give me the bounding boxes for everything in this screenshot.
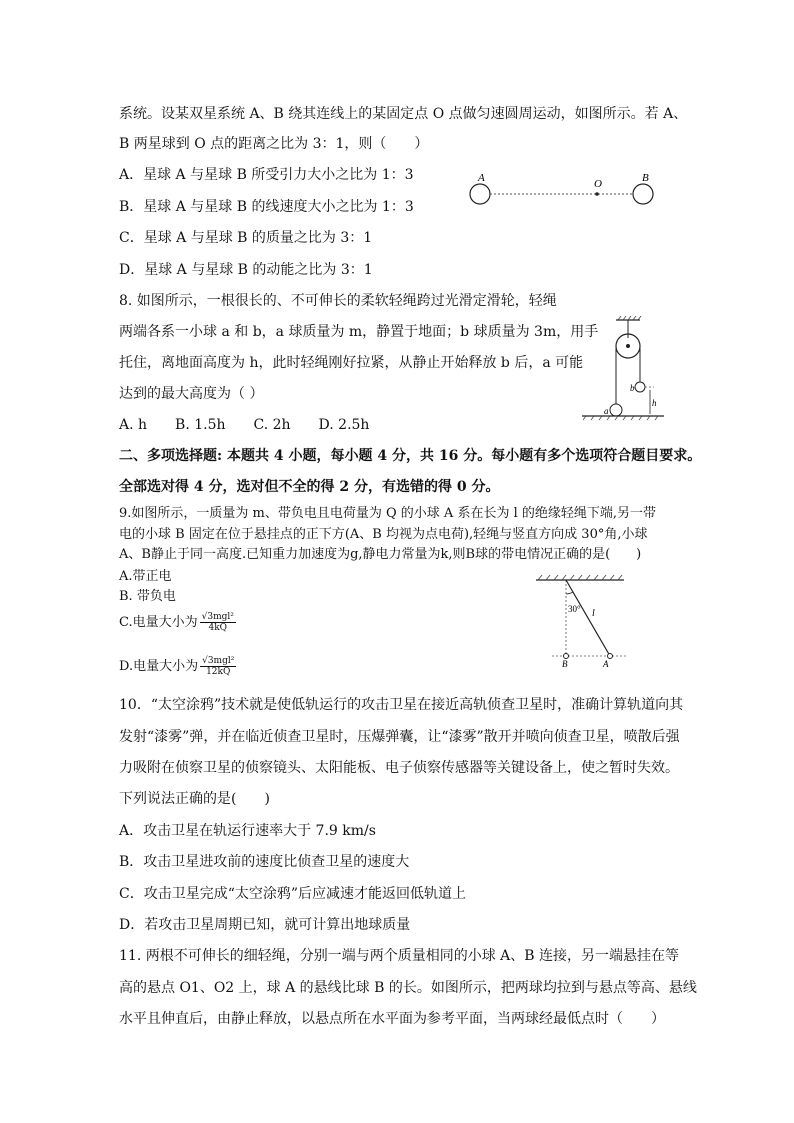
ceiling-hatching (538, 575, 622, 580)
q7-option-a: A．星球 A 与星球 B 所受引力大小之比为 1：3 (119, 167, 414, 183)
q10-stem-line-2: 发射“漆雾”弹，并在临近侦查卫星时，压爆弹囊，让“漆雾”散开并喷向侦查卫星，喷散后强 (119, 729, 680, 745)
label-h: h (652, 398, 657, 408)
string-l (566, 580, 610, 656)
q9-option-c-fraction (200, 612, 236, 633)
q9-option-d-prefix: D.电量大小为 (119, 659, 199, 674)
ceiling-hatching (618, 316, 641, 320)
q9-option-b: B. 带负电 (119, 589, 176, 604)
q8-stem-line-1: 8. 如图所示，一根很长的、不可伸长的柔软轻绳跨过光滑定滑轮，轻绳 (119, 293, 557, 309)
q10-stem-line-3: 力吸附在侦察卫星的侦察镜头、太阳能板、电子侦察传感器等关键设备上，使之暂时失效。 (119, 760, 679, 776)
q9-option-a: A.带正电 (119, 569, 172, 584)
q7-option-b: B．星球 A 与星球 B 的线速度大小之比为 1：3 (119, 199, 414, 215)
q11-stem-line-2: 高的悬点 O1、O2 上，球 A 的悬线比球 B 的长。如图所示，把两球均拉到与悬点等高、悬线 (119, 980, 697, 996)
q9-option-d (119, 656, 236, 677)
label-b: B (562, 659, 568, 668)
charged-balls-figure (532, 572, 632, 668)
q9-option-c (119, 612, 236, 633)
star-a-circle (470, 184, 490, 204)
ball-a (610, 404, 622, 416)
label-a-ball: a (604, 406, 609, 416)
label-l: l (592, 608, 595, 619)
pulley-figure (578, 316, 668, 426)
label-a: A (603, 659, 609, 668)
ball-a (608, 654, 613, 659)
q9-stem-line-2: 电的小球 B 固定在位于悬挂点的正下方(A、B 均视为点电荷),轻绳与竖直方向成 30°角,小球 (119, 527, 648, 542)
q9-option-d-denominator: 12kQ (206, 667, 231, 677)
q9-stem-line-1: 9.如图所示，一质量为 m、带负电且电荷量为 Q 的小球 A 系在长为 l 的绝缘轻绳下端,另一带 (119, 506, 656, 521)
label-b-ball: b (630, 383, 635, 393)
q9-option-c-numerator: √3mgl² (201, 612, 234, 622)
q7-option-c: C．星球 A 与星球 B 的质量之比为 3：1 (119, 230, 373, 246)
star-b-circle (633, 184, 653, 204)
binary-star-figure (460, 170, 660, 210)
q7-stem-line-1: 系统。设某双星系统 A、B 绕其连线上的某固定点 O 点做匀速圆周运动，如图所示。若 A、 (119, 106, 688, 122)
q11-stem-line-1: 11. 两根不可伸长的细轻绳，分别一端与两个质量相同的小球 A、B 连接，另一端悬挂在等 (119, 948, 680, 964)
pulley-axle (626, 344, 630, 348)
angle-arc (566, 592, 573, 594)
q8-stem-line-3: 托住，离地面高度为 h，此时轻绳刚好拉紧，从静止开始释放 b 后，a 可能 (119, 355, 584, 371)
ball-b (564, 654, 569, 659)
ground-hatching (583, 416, 658, 420)
section-heading-line-1: 二、多项选择题: 本题共 4 小题，每小题 4 分，共 16 分。每小题有多个选项符合题目要求。 (119, 448, 702, 464)
ball-b (635, 382, 645, 392)
q10-option-b: B．攻击卫星进攻前的速度比侦查卫星的速度大 (119, 854, 410, 870)
q8-options: A. h B. 1.5h C. 2h D. 2.5h (119, 417, 370, 433)
q9-option-d-numerator: √3mgl² (202, 656, 235, 666)
q10-stem-line-1: 10．“太空涂鸦”技术就是使低轨运行的攻击卫星在接近高轨侦查卫星时，准确计算轨道向其 (119, 697, 684, 713)
q8-stem-line-4: 达到的最大高度为（ ） (119, 386, 264, 402)
q9-option-d-fraction (200, 656, 236, 677)
point-o-dot (595, 192, 599, 196)
q11-stem-line-3: 水平且伸直后，由静止释放，以悬点所在水平面为参考平面，当两球经最低点时（ ） (119, 1011, 665, 1027)
q7-stem-line-2: B 两星球到 O 点的距离之比为 3：1，则（ ） (119, 136, 429, 152)
label-angle: 30° (568, 604, 581, 614)
q8-stem-line-2: 两端各系一小球 a 和 b，a 球质量为 m，静置于地面；b 球质量为 3m，用手 (119, 324, 599, 340)
label-a: A (478, 172, 485, 184)
q9-option-c-denominator: 4kQ (208, 623, 228, 633)
q10-stem-line-4: 下列说法正确的是( ) (119, 791, 270, 807)
section-heading-line-2: 全部选对得 4 分，选对但不全的得 2 分，有选错的得 0 分。 (119, 479, 500, 495)
q10-option-c: C．攻击卫星完成“太空涂鸦”后应减速才能返回低轨道上 (119, 886, 467, 902)
label-b: B (642, 172, 649, 184)
label-o: O (594, 178, 602, 190)
q10-option-d: D．若攻击卫星周期已知，就可计算出地球质量 (119, 917, 411, 933)
q7-option-d: D．星球 A 与星球 B 的动能之比为 3：1 (119, 262, 373, 278)
q10-option-a: A．攻击卫星在轨运行速率大于 7.9 km/s (119, 823, 376, 839)
q9-option-c-prefix: C.电量大小为 (119, 615, 198, 630)
q9-stem-line-3: A、B静止于同一高度.已知重力加速度为g,静电力常量为k,则B球的带电情况正确的是( ) (119, 547, 642, 562)
